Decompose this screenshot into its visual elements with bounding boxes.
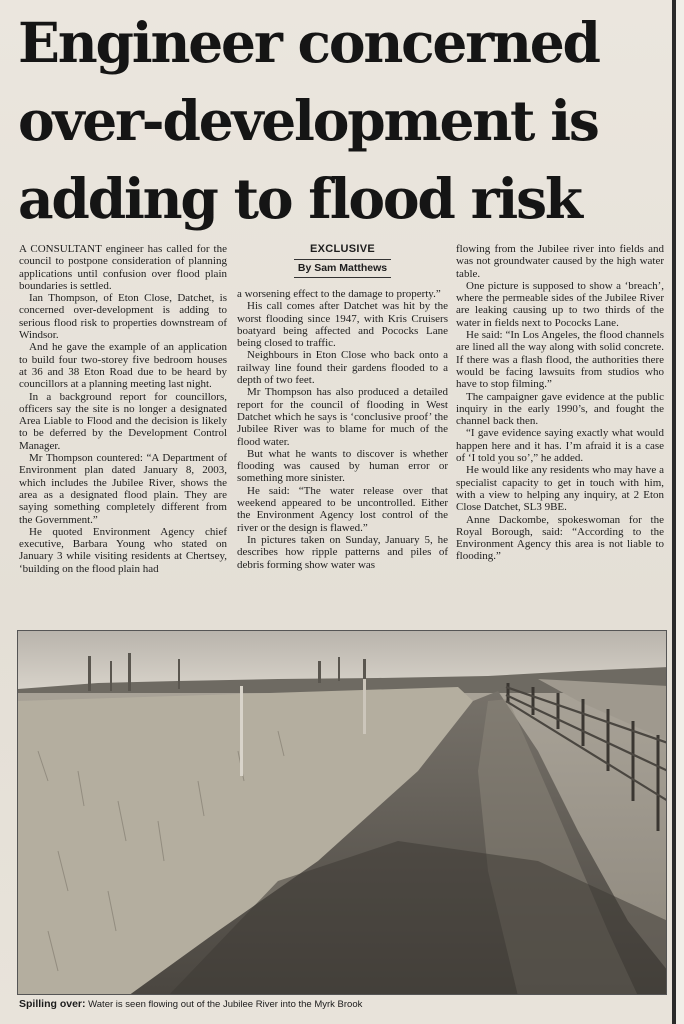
photo-illustration [18, 631, 667, 995]
caption-kicker: Spilling over: [19, 998, 86, 1010]
photo-caption [19, 998, 659, 1011]
paragraph: “I gave evidence saying exactly what would happen here and it has. I’m afraid it is a case of ‘I told you so’,” he added. [456, 427, 664, 465]
exclusive-label: EXCLUSIVE [309, 243, 376, 255]
paragraph: Ian Thompson, of Eton Close, Datchet, is concerned over-development is adding to serious flood risk to properties downstream of Windsor. [19, 292, 227, 342]
headline [18, 4, 658, 238]
headline-line: over-development is [18, 88, 598, 153]
photo-flooded-path [17, 630, 667, 995]
paragraph: He said: “In Los Angeles, the flood channels are lined all the way along with solid concrete. If there was a flash flood, the authorities there would be facing lawsuits from studios who have to stop filming.” [456, 329, 664, 391]
paragraph: Mr Thompson countered: “A Department of Environment plan dated January 8, 2003, which includes the Jubilee River, shows the area as a designated flood plain. They are saying something completely different from the Government.” [19, 452, 227, 526]
paragraph: Anne Dackombe, spokeswoman for the Royal Borough, said: “According to the Environment Agency this area is not liable to flooding.” [456, 513, 664, 563]
paragraph: His call comes after Datchet was hit by the worst flooding since 1947, with Kris Cruisers boatyard being affected and Pococks Lane being closed to traffic. [237, 300, 448, 350]
paragraph: In pictures taken on Sunday, January 5, he describes how ripple patterns and piles of debris forming show water was [237, 533, 448, 571]
paragraph: A CONSULTANT engineer has called for the council to postpone consideration of planning applications until confusion over flood plain boundaries is settled. [19, 243, 227, 292]
paragraph: a worsening effect to the damage to property.” [237, 288, 441, 300]
article-column-1 [19, 243, 227, 575]
caption-text: Water is seen flowing out of the Jubilee River into the Myrk Brook [88, 999, 363, 1010]
column-rule [672, 0, 676, 1024]
paragraph: flowing from the Jubilee river into fields and was not groundwater caused by the high water table. [456, 243, 664, 280]
article-column-3 [456, 243, 664, 563]
paragraph: He quoted Environment Agency chief executive, Barbara Young who stated on January 3 while visiting residents at Chertsey, ‘building on the flood plain had [19, 525, 227, 575]
paragraph: Mr Thompson has also produced a detailed report for the council of flooding in West Datchet which he says is ‘conclusive proof’ the Jubilee River was to blame for much of the flood water. [237, 386, 448, 448]
paragraph: And he gave the example of an application to build four two-storey five bedroom houses at 36 and 38 Eton Road due to be heard by councillors at a planning meeting last night. [19, 341, 227, 391]
paragraph: The campaigner gave evidence at the public inquiry in the early 1990’s, and fought the channel back then. [456, 390, 664, 428]
author-byline: By Sam Matthews [294, 259, 391, 278]
page-edge [676, 0, 684, 1024]
byline [237, 243, 448, 278]
paragraph: One picture is supposed to show a ‘breach’, where the permeable sides of the Jubilee River are leaking causing up to two thirds of the water in fields next to Pococks Lane. [456, 279, 664, 329]
adjacent-column-fragment [676, 18, 684, 58]
paragraph: But what he wants to discover is whether flooding was caused by human error or something more sinister. [237, 447, 448, 485]
headline-line: adding to flood risk [18, 166, 581, 231]
article-column-2 [237, 243, 448, 571]
paragraph: He said: “The water release over that weekend appeared to be uncontrolled. Either the Environment Agency lost control of the river or the design is flawed.” [237, 484, 448, 534]
headline-line: Engineer concerned [18, 10, 599, 75]
paragraph: He would like any residents who may have a specialist capacity to get in touch with him, with a view to helping any inquiry, at 2 Eton Close Datchet, SL3 9BE. [456, 464, 664, 514]
paragraph: Neighbours in Eton Close who back onto a railway line found their gardens flooded to a depth of two feet. [237, 349, 448, 387]
paragraph: In a background report for councillors, officers say the site is no longer a designated Area Liable to Flood and the decision is likely to be deferred by the Development Control Manager. [19, 390, 227, 452]
